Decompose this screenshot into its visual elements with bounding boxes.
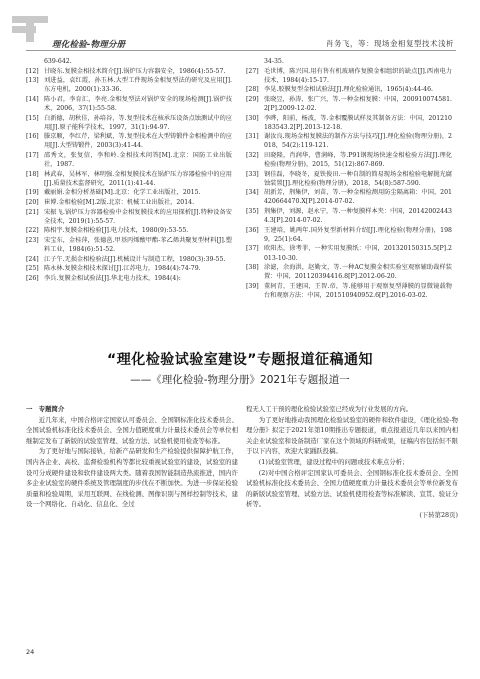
reference-text: 林武春，吴林军，林明强.金相复膜技术在锅炉压力容器检验中的应用[J].质量技术监督研究，2011(1):41-44. [44, 170, 232, 187]
reference-text: 白新德，胡秋佳，孙培谷，等.复型技术在核承压设备点蚀测试中的应用[J].原子能科学技术，1997，31(1):94-97. [44, 114, 232, 131]
reference-item [246, 263, 452, 281]
reference-item [26, 132, 232, 150]
body-paragraph: 为了更好地与国际接轨，给新产品研发和生产检验提供保障护航工作，国内各企业、高校、监督检验机构等都比较重视试验室的建设，试验室的建设可分成硬件建设和软件建设两大类。随着我国智能制造热流推进，国内许多企业试验室的硬件系统及管理制度的步伐在不断加快。为进一步保证检验质量和检验周期，采用互联网、在线检测、图像识别与图样控制等技术，建设一个网络化、自动化、信息化、全过 [26, 447, 238, 509]
reference-item [246, 170, 452, 188]
reference-item [26, 170, 232, 188]
reference-text: 李兵.复膜金相试验法[J].华北电力技术，1984(4): [44, 274, 181, 282]
reference-item [246, 226, 452, 244]
reference-number: [29] [246, 95, 259, 103]
reference-item [246, 85, 452, 94]
reference-text: 戴丽娟.金相分析基础[M].北京：化学工业出版社，2015. [44, 189, 201, 197]
reference-number: [25] [26, 265, 39, 273]
reference-item [246, 114, 452, 132]
continued-note: (下转第28页) [419, 510, 458, 519]
reference-text: 甘晓东.复膜金相技术简介[J].锅炉压力容器安全，1986(4):55-57. [44, 67, 226, 75]
reference-number: [26] [26, 274, 39, 282]
reference-number: [16] [26, 133, 39, 141]
section-heading: 一 专题简介 [26, 405, 65, 413]
reference-number: [28] [246, 86, 259, 94]
reference-number: [31] [246, 133, 259, 141]
reference-number: [18] [26, 170, 39, 178]
body-paragraph: (1)试验室管理，建设过程中的问题或技术难点分析； [258, 457, 409, 466]
reference-number: [38] [246, 264, 259, 272]
reference-number: [27] [246, 67, 259, 75]
reference-text: 李晔，阳前，杨波，等.金相覆膜试样及其制备方法：中国，201210183543.2[P].2013-12-18. [264, 114, 452, 131]
reference-text: 田晓隆，肖润华，曹润峰，等.P91钢现场快速金相检验方法[J].理化检验(物理分册)，2015，51(12):867-869. [264, 152, 452, 169]
reference-number: [37] [246, 245, 259, 253]
body-paragraph: 程无人工干预的理化检验试验室已经成为行业发展的方向。 [246, 405, 413, 413]
reference-item [26, 236, 232, 254]
header-divider [26, 50, 456, 51]
reference-number: [32] [246, 152, 259, 160]
body-paragraph: (2)对中国合格评定国家认可委员会、全国钢标准化技术委员会、全国试验机标准化技术委员会、全国力值硬度重力计量技术委员会等单位新发布的新版试验室管理、试验方法、试验机使用检查等标准解读、宣贯、验证分析等。 [246, 468, 458, 509]
reference-number: [20] [26, 199, 39, 207]
reference-item [246, 188, 452, 206]
reference-text: 欧阳杰，徐考菲，一种实用复膜纸：中国，201320150315.5[P].2013-10-30. [264, 245, 452, 262]
reference-text: 639-642. [44, 58, 72, 65]
reference-text: 王建培，姚两年.国外复型新材料介绍[J].理化检验(物理分册)，1989，25(1):64. [264, 226, 452, 243]
page-number: 24 [26, 648, 35, 656]
reference-number: [23] [26, 237, 39, 245]
reference-item [246, 67, 452, 85]
reference-item [26, 226, 232, 235]
reference-number: [33] [246, 170, 259, 178]
reference-text: 李晃.胶膜复型金相试验法[J].理化检验通讯，1965(4):44-46. [264, 86, 434, 94]
reference-item [26, 95, 232, 113]
reference-item [246, 282, 452, 300]
reference-text: 张晓昱，孙涛，张广兴，等.一种金相复膜：中国，200910074581.2[P].2009-12-02. [264, 95, 452, 113]
reference-text: 宋宝东，金桂萍，张德邕.甲基丙烯酸甲酯-苯乙烯共聚复型材料[J].塑料工业，1984(6):51-52. [44, 237, 232, 254]
reference-text: 崔博.金相检验[M].2版.北京：机械工业出版社，2014. [44, 199, 195, 207]
reference-item [26, 264, 232, 273]
reference-number: [12] [26, 67, 39, 75]
journal-logo-icon [12, 16, 56, 42]
reference-item [246, 244, 452, 262]
reference-text: 陈相宇.复膜金相检验[J].电力技术，1980(9):53-55. [44, 227, 189, 235]
reference-text: 陈永林.复膜金相技术探讨[J].江苏电力，1984(4):74-79. [44, 265, 201, 273]
reference-item [26, 67, 232, 76]
reference-number: [36] [246, 226, 259, 234]
reference-number: [13] [26, 77, 39, 85]
body-paragraph: 近几年来，中国合格评定国家认可委员会、全国钢标准化技术委员会、全国试验机标准化技术委员会、全国力值硬度重力计量技术委员会等单位相继制定发布了新版的试验室管理、试验方法、试验机使用检查等标准。 [26, 415, 238, 445]
reference-item [26, 151, 232, 169]
reference-item [246, 95, 452, 113]
reference-item [246, 151, 452, 169]
reference-text: 涂滤，余海洪，赵勤文，等.一种AC复膜金相实验室观察辅助裁样装置：中国，201120394416.8[P].2012-06-20. [264, 264, 452, 281]
notice-title: “理化检验试验室建设”专题报道征稿通知 [107, 352, 373, 368]
reference-item [26, 255, 232, 264]
reference-number: [19] [26, 189, 39, 197]
reference-text: 陈小君，李育汇，李亮.金相复型法对锅炉安全的现场检测[J].锅炉技术，2006，37(1):55-58. [44, 95, 232, 113]
reference-item [26, 114, 232, 132]
body-paragraph: 为了更好地推动我国理化检验试验室的硬件和软件建设，《理化检验-物理分册》拟定于2021年第10期推出专题报道，重点报道近几年以来国内相关企业试验室和设备制造厂家在这个领域的科研成果，征稿内容包括但不限于以下内容，欢迎大家踊跃投稿。 [246, 415, 458, 456]
journal-logo-text: 理化检验-物理分册 [52, 40, 126, 50]
reference-item [246, 57, 452, 66]
reference-number: [21] [26, 208, 39, 216]
reference-text: 邵秀文，张复信，李和岭.金相技术问答[M].北京：国防工业出版社，1987. [44, 152, 232, 169]
reference-item [26, 274, 232, 283]
reference-text: 江子午.无损金相检验法[J].机械设计与制造工程，1980(3):39-55. [44, 255, 226, 263]
reference-text: 董轲青，王建国，王智.帝，等.能够用于观察复型薄膜的显微镜载物台和观察方法：中国，201510940952.6[P].2016-03-02. [264, 282, 452, 299]
reference-item [26, 76, 232, 94]
reference-list-right [246, 57, 452, 301]
reference-number: [15] [26, 114, 39, 122]
reference-text: 刘进益，袁红霞，孙玉林.大型工件现场金相复型法的研究及应用[J].东方电机，2000(1):33-36. [44, 77, 232, 94]
reference-item [246, 207, 452, 225]
reference-item [26, 57, 232, 66]
notice-subtitle: ——《理化检验-物理分册》2021年专题报道一 [130, 374, 350, 386]
reference-item [26, 208, 232, 226]
reference-number: [17] [26, 152, 39, 160]
reference-item [26, 188, 232, 197]
reference-text: 毛世博，陈兴国.用有售有机玻璃作复膜金相组织的缺点[J].西南电力技术，1984(4):15-17. [264, 67, 452, 84]
reference-number: [35] [246, 208, 259, 216]
reference-item [26, 198, 232, 207]
reference-text: 胡新芳，荆集伊，刘苗，等.一种金相检测用防尘隔离箱：中国，201420664470.X[P].2014-07-02. [264, 189, 452, 206]
reference-number: [34] [246, 189, 259, 197]
reference-number: [14] [26, 95, 39, 103]
reference-text: 谢汝良.现场金相复膜法的制作方法与技巧[J].理化检验(物理分册)，2018，54(2):119-121. [264, 133, 452, 150]
reference-text: 34-35. [264, 58, 284, 65]
page-header [0, 0, 480, 50]
notice-body-left [26, 404, 238, 510]
reference-text: 钢佳磊，李晓冬，夏铁俊田.一种自制的简易现场金相检验电解抛光腐蚀装置[J].理化检验(物理分册)，2018，54(8):587-590. [264, 170, 452, 187]
reference-number: [22] [26, 227, 39, 235]
notice-body-right [246, 404, 458, 521]
reference-list-left [26, 57, 232, 284]
reference-number: [30] [246, 114, 259, 122]
reference-text: 荆集伊，刘源，赵永宁，等.一种复膜样本夹：中国，201420024434.3[P].2014-07-02. [264, 208, 452, 225]
reference-number: [39] [246, 282, 259, 290]
reference-item [246, 132, 452, 150]
reference-number: [24] [26, 255, 39, 263]
reference-text: 宋振飞.锅炉压力容器检验中金相复膜技术的应用探析[J].特种设备安全技术，2019(1):55-57. [44, 208, 232, 225]
reference-text: 滕京顺，李红芹，梁利斌，等.复型技术在大型铸锻件金相检测中的应用[J].大型铸锻件，2003(3):41-44. [44, 133, 232, 150]
running-title: 肖务飞，等：现场金相复型技术浅析 [326, 39, 454, 48]
